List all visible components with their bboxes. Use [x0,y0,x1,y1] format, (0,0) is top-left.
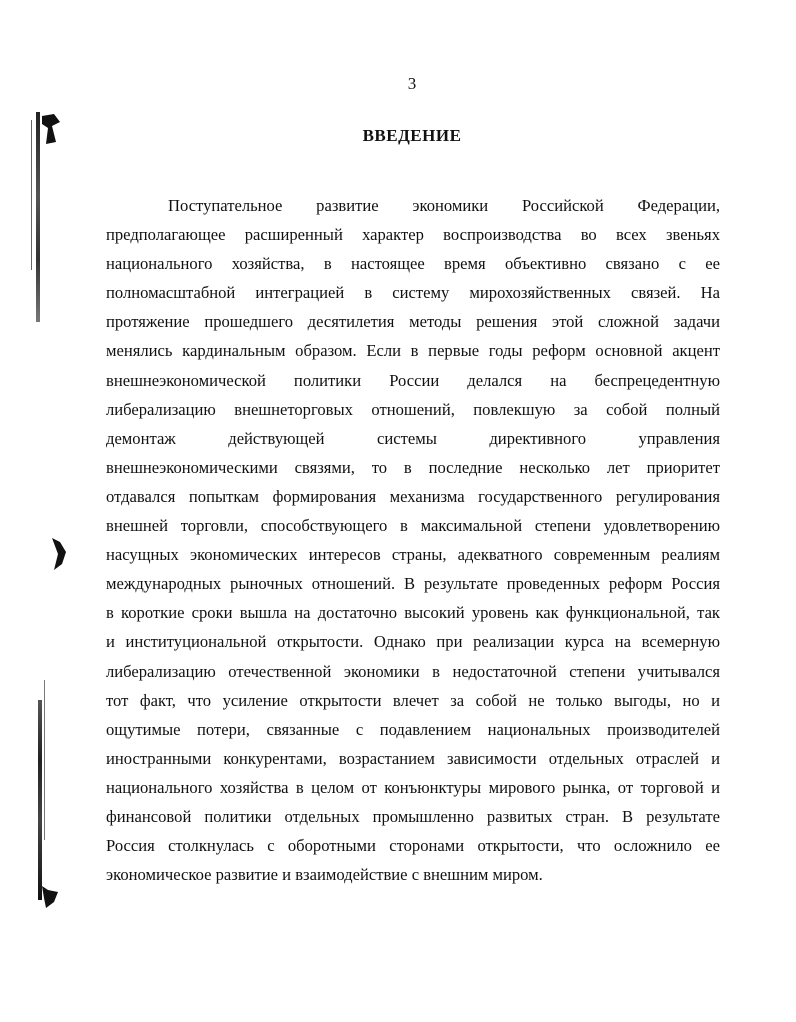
text-line: либерализацию отечественной экономики в недостаточной степени учитывался [106,661,720,681]
text-line: демонтаж действующей системы директивного управления [106,428,720,448]
text-line: финансовой политики отдельных промышленно развитых стран. В результате [106,806,720,826]
text-line: экономическое развитие и взаимодействие с внешним миром. [106,865,543,885]
text-line: ощутимые потери, связанные с подавлением национальных производителей [106,719,720,739]
text-line: в короткие сроки вышла на достаточно высокий уровень как функциональной, так [106,603,720,623]
text-line: протяжение прошедшего десятилетия методы решения этой сложной задачи [106,312,720,332]
text-line: отдавался попыткам формирования механизма государственного регулирования [106,486,720,506]
text-line: внешнеэкономической политики России делался на беспрецедентную [106,370,720,390]
text-line: Поступательное развитие экономики Российской Федерации, [168,196,720,215]
text-line: менялись кардинальным образом. Если в первые годы реформ основной акцент [106,341,720,361]
scan-blot-middle-icon [50,536,68,572]
text-line: внешнеэкономическими связями, то в последние несколько лет приоритет [106,457,720,477]
text-line: национального хозяйства в целом от конъюнктуры мирового рынка, от торговой и [106,777,720,797]
text-line: иностранными конкурентами, возрастанием зависимости отдельных отраслей и [106,748,720,768]
scan-binding-mark-bottom [38,700,42,900]
text-line: предполагающее расширенный характер воспроизводства во всех звеньях [106,225,720,245]
text-line: международных рыночных отношений. В результате проведенных реформ Россия [106,574,720,594]
text-line: либерализацию внешнеторговых отношений, повлекшую за собой полный [106,399,720,419]
text-line: и институциональной открытости. Однако при реализации курса на всемерную [106,632,720,652]
introduction-paragraph [106,194,720,892]
text-line: Россия столкнулась с оборотными сторонами открытости, что осложнило ее [106,836,720,856]
text-line: насущных экономических интересов страны, адекватного современным реалиям [106,545,720,565]
text-line: внешней торговли, способствующего в максимальной степени удовлетворению [106,516,720,536]
text-line: полномасштабной интеграцией в систему мирохозяйственных связей. На [106,283,720,303]
scan-line-bottom [44,680,45,840]
page-title: ВВЕДЕНИЕ [362,126,462,145]
page-number: 3 [407,74,417,93]
scan-blot-bottom-icon [40,884,62,910]
text-line: национального хозяйства, в настоящее время объективно связано с ее [106,254,720,274]
text-line: тот факт, что усиление открытости влечет за собой не только выгоды, но и [106,690,720,710]
